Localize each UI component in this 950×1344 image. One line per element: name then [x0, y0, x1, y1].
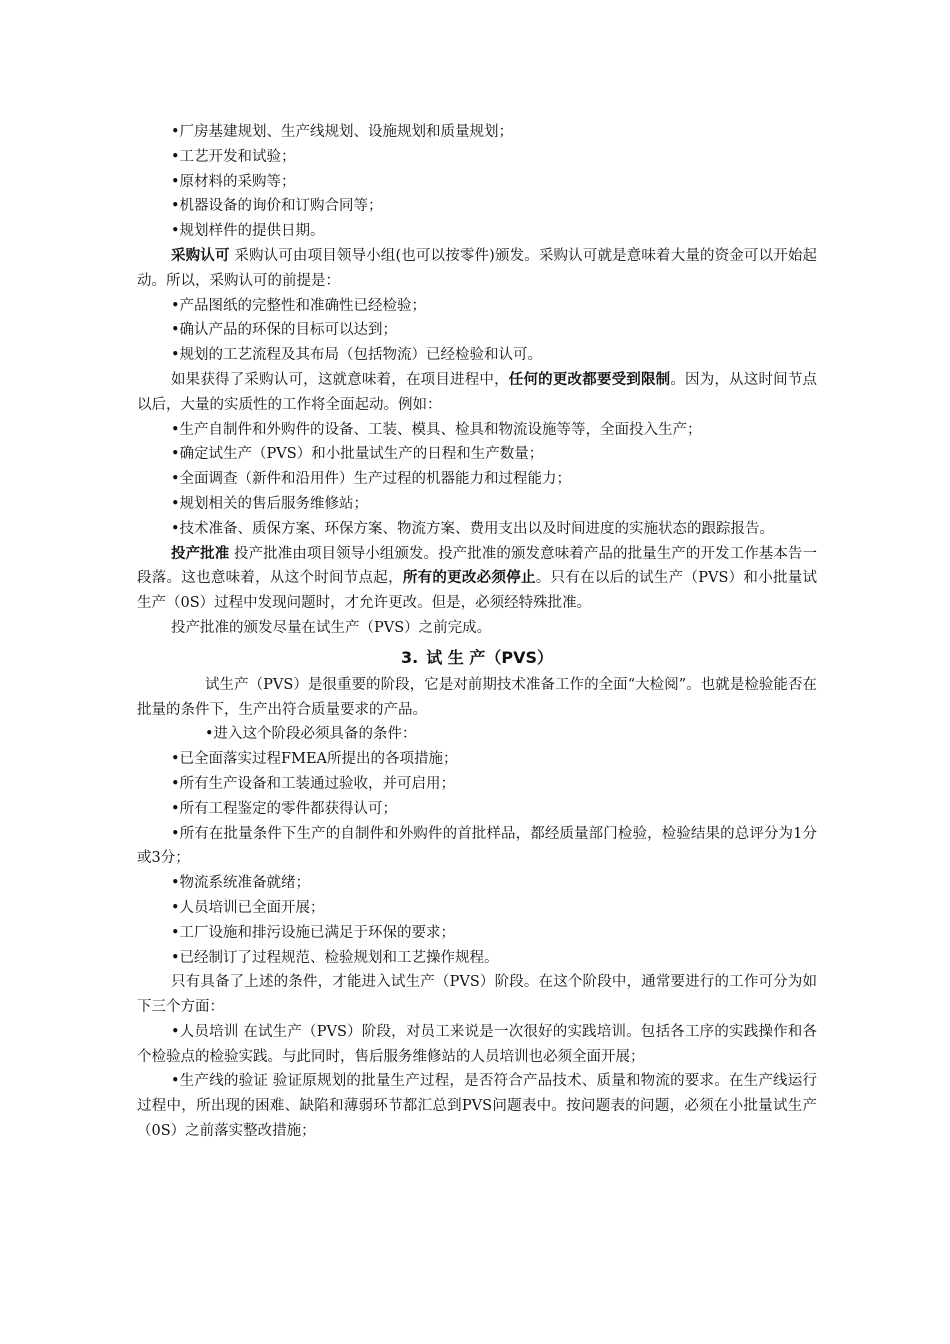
paragraph-text: 如果获得了采购认可，这就意味着，在项目进程中， [171, 371, 509, 388]
paragraph-text: 。因为，从这时间节点以后，大量的实质性的工作将全面起动。例如： [137, 371, 818, 413]
bullet-item: •进入这个阶段必须具备的条件： [205, 726, 417, 743]
bullet-item: •生产线的验证 验证原规划的批量生产过程，是否符合产品技术、质量和物流的要求。在生产线运行过程中，所出现的困难、缺陷和薄弱环节都汇总到PVS问题表中。按问题表的问题，必须在小批量试生产（0S）之前落实整改措施； [137, 1073, 817, 1140]
paragraph-pvs-intro: 试生产（PVS）是很重要的阶段，它是对前期技术准备工作的全面“大检阅”。也就是检验能否在批量的条件下，生产出符合质量要求的产品。 [137, 676, 817, 718]
bullet-item: •机器设备的询价和订购合同等； [171, 198, 383, 215]
bullet-item: •工艺开发和试验； [171, 148, 296, 165]
term-production-approval: 投产批准 [171, 545, 230, 562]
bullet-item: •已全面落实过程FMEA所提出的各项措施； [171, 751, 458, 768]
bullet-item: •已经制订了过程规范、检验规划和工艺操作规程。 [171, 949, 499, 966]
bullet-item: •所有生产设备和工装通过验收，并可启用； [171, 775, 456, 792]
bullet-item: •厂房基建规划、生产线规划、设施规划和质量规划； [171, 124, 514, 140]
bullet-item: •所有工程鉴定的零件都获得认可； [171, 800, 398, 817]
bullet-item: •技术准备、质保方案、环保方案、物流方案、费用支出以及时间进度的实施状态的跟踪报告。 [171, 520, 775, 537]
paragraph-change-restriction [137, 368, 817, 418]
section-number: 3. [401, 647, 419, 667]
section-heading [137, 643, 817, 673]
paragraph-text: 投产批准由项目领导小组颁发。投产批准的颁发意味着产品的批量生产的开发工作基本告一段落。这也意味着，从这个时间节点起， [137, 545, 818, 587]
bullet-item: •确认产品的环保的目标可以达到； [171, 322, 398, 339]
bullet-item: •工厂设施和排污设施已满足于环保的要求； [171, 924, 456, 941]
bullet-item: •原材料的采购等； [171, 173, 296, 190]
document-page [137, 120, 817, 1144]
bullet-item: •人员培训 在试生产（PVS）阶段，对员工来说是一次很好的实践培训。包括各工序的实践操作和各个检验点的检验实践。与此同时，售后服务维修站的人员培训也必须全面开展； [137, 1023, 817, 1065]
bullet-item: •产品图纸的完整性和准确性已经检验； [171, 297, 427, 314]
paragraph-text: 。只有在以后的试生产（PVS）和小批量试生产（0S）过程中发现问题时，才允许更改。但是，必须经特殊批准。 [137, 570, 817, 612]
emphasis-text: 所有的更改必须停止 [402, 570, 536, 587]
bullet-item: •规划相关的售后服务维修站； [171, 495, 369, 512]
bullet-item: •全面调查（新件和沿用件）生产过程的机器能力和过程能力； [171, 471, 572, 488]
bullet-item: •规划样件的提供日期。 [171, 223, 325, 240]
emphasis-text: 任何的更改都要受到限制 [508, 371, 671, 388]
section-title: 试 生 产（PVS） [426, 647, 553, 667]
bullet-item: •人员培训已全面开展； [171, 899, 325, 916]
paragraph-production-approval [137, 542, 817, 616]
bullet-item: •生产自制件和外购件的设备、工装、模具、检具和物流设施等等，全面投入生产； [171, 421, 702, 438]
term-purchase-approval: 采购认可 [171, 247, 230, 264]
bullet-item: •所有在批量条件下生产的自制件和外购件的首批样品，都经质量部门检验，检验结果的总评分为1分或3分； [137, 825, 817, 867]
bullet-item: •物流系统准备就绪； [171, 875, 311, 892]
paragraph: 只有具备了上述的条件，才能进入试生产（PVS）阶段。在这个阶段中，通常要进行的工作可分为如下三个方面： [137, 974, 817, 1016]
paragraph-text: 采购认可由项目领导小组(也可以按零件)颁发。采购认可就是意味着大量的资金可以开始起动。所以，采购认可的前提是： [137, 247, 818, 289]
paragraph-purchase-approval [137, 244, 817, 294]
bullet-item: •确定试生产（PVS）和小批量试生产的日程和生产数量； [171, 446, 544, 463]
bullet-item: •规划的工艺流程及其布局（包括物流）已经检验和认可。 [171, 347, 543, 364]
paragraph: 投产批准的颁发尽量在试生产（PVS）之前完成。 [171, 619, 492, 636]
